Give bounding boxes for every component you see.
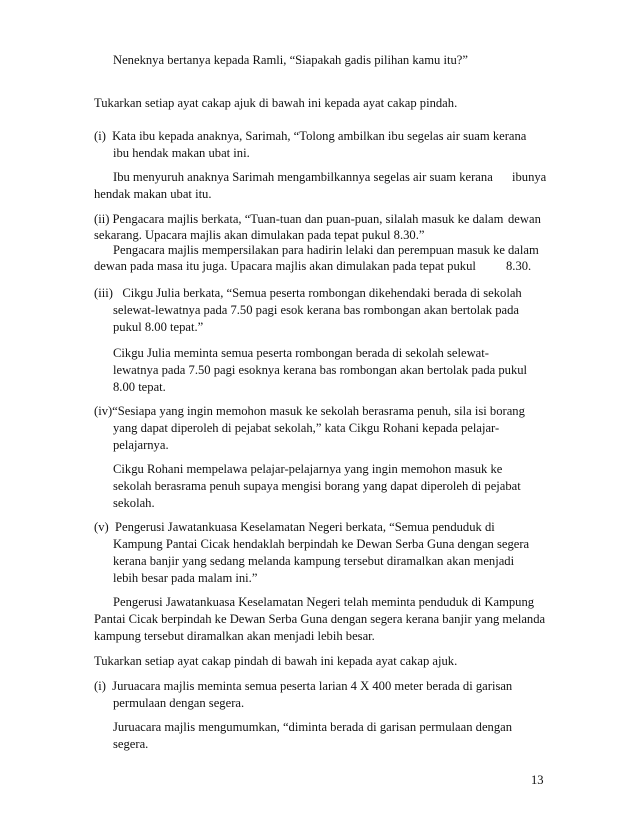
question-line: (v) Pengerusi Jawatankuasa Keselamatan Negeri berkata, “Semua penduduk di: [94, 520, 495, 534]
answer-line: sekolah.: [113, 496, 155, 510]
question-line: permulaan dengan segera.: [113, 696, 245, 710]
answer-line: Cikgu Rohani mempelawa pelajar-pelajarnya yang ingin memohon masuk ke: [113, 462, 503, 476]
answer-line: hendak makan ubat itu.: [94, 187, 212, 201]
answer-line: dalam: [508, 243, 539, 257]
answer-line: segera.: [113, 737, 149, 751]
question-line: (iv)“Sesiapa yang ingin memohon masuk ke sekolah berasrama penuh, sila isi borang: [94, 404, 525, 418]
text-line: Neneknya bertanya kepada Ramli, “Siapakah gadis pilihan kamu itu?”: [113, 53, 468, 67]
question-line: lebih besar pada malam ini.”: [113, 571, 258, 585]
question-line: selewat-lewatnya pada 7.50 pagi esok kerana bas rombongan akan bertolak pada: [113, 303, 519, 317]
question-line: sekarang. Upacara majlis akan dimulakan pada tepat pukul 8.30.”: [94, 228, 425, 242]
answer-line: ibunya: [512, 170, 547, 184]
answer-line: 8.30.: [506, 259, 532, 273]
answer-line: 8.00 tepat.: [113, 380, 166, 394]
answer-line: Cikgu Julia meminta semua peserta rombongan berada di sekolah selewat-: [113, 346, 489, 360]
question-line: (iii) Cikgu Julia berkata, “Semua peserta rombongan dikehendaki berada di sekolah: [94, 286, 522, 300]
question-line: yang dapat diperoleh di pejabat sekolah,” kata Cikgu Rohani kepada pelajar-: [113, 421, 500, 435]
question-line: dewan: [508, 212, 541, 226]
question-line: pelajarnya.: [113, 438, 169, 452]
answer-line: sekolah berasrama penuh supaya mengisi borang yang dapat diperoleh di pejabat: [113, 479, 521, 493]
answer-line: dewan pada masa itu juga. Upacara majlis akan dimulakan pada tepat pukul: [94, 259, 476, 273]
text-line: ibu hendak makan ubat ini.: [113, 146, 250, 160]
answer-line: Pengacara majlis mempersilakan para hadirin lelaki dan perempuan masuk ke: [113, 243, 506, 257]
question-line: kerana banjir yang sedang melanda kampung tersebut diramalkan akan menjadi: [113, 554, 515, 568]
answer-line: Ibu menyuruh anaknya Sarimah mengambilkannya segelas air suam kerana: [113, 170, 493, 184]
answer-line: Juruacara majlis mengumumkan, “diminta berada di garisan permulaan dengan: [113, 720, 513, 734]
answer-line: Pengerusi Jawatankuasa Keselamatan Negeri telah meminta penduduk di Kampung: [113, 595, 535, 609]
question-line: (ii) Pengacara majlis berkata, “Tuan-tuan dan puan-puan, silalah masuk ke dalam: [94, 212, 504, 226]
question-line: (i) Kata ibu kepada anaknya, Sarimah, “Tolong ambilkan ibu segelas air suam kerana: [94, 129, 527, 143]
section-heading: Tukarkan setiap ayat cakap pindah di bawah ini kepada ayat cakap ajuk.: [94, 654, 458, 668]
question-line: pukul 8.00 tepat.”: [113, 320, 204, 334]
answer-line: Pantai Cicak berpindah ke Dewan Serba Guna dengan segera kerana banjir yang melanda: [94, 612, 546, 626]
question-line: Kampung Pantai Cicak hendaklah berpindah ke Dewan Serba Guna dengan segera: [113, 537, 530, 551]
answer-line: lewatnya pada 7.50 pagi esoknya kerana bas rombongan akan bertolak pada pukul: [113, 363, 528, 377]
section-heading: Tukarkan setiap ayat cakap ajuk di bawah ini kepada ayat cakap pindah.: [94, 96, 458, 110]
page-number: 13: [531, 773, 544, 787]
answer-line: kampung tersebut diramalkan akan menjadi lebih besar.: [94, 629, 375, 643]
question-line: (i) Juruacara majlis meminta semua peserta larian 4 X 400 meter berada di garisan: [94, 679, 513, 693]
